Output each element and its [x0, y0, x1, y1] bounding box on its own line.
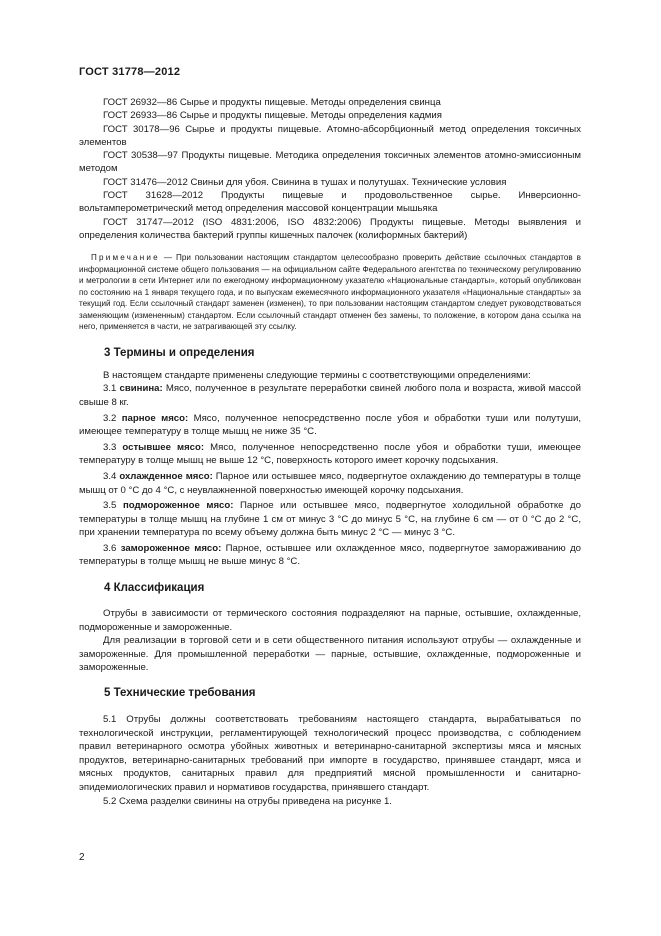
term-text: Парное или остывшее мясо, подвергнутое холодильной обработке до температуры в толще мышц на глубине 1 см от минус 3 °С до минус 5 °С, на глубине 6 см — от 0 °С до 2 °С, при хранении температура по всему объему должна быть минус 2 °С — минус 3 °С.: [79, 500, 581, 539]
term-text: Парное или остывшее мясо, подвергнутое охлаждению до температуры в толще мышц от 0 °С до 4 °С, с неувлажненной поверхностью имеющей корочку подсыхания.: [79, 470, 582, 496]
section-5-title: 5 Технические требования: [104, 687, 256, 700]
term-number: 3.1: [103, 383, 117, 395]
term-number: 3.6: [103, 542, 117, 554]
reference-item: ГОСТ 26933—86 Сырье и продукты пищевые. Методы определения кадмия: [103, 110, 442, 122]
note-label: Примечание: [91, 253, 160, 263]
term-name: подмороженное мясо:: [122, 500, 234, 512]
reference-item: ГОСТ 31628—2012 Продукты пищевые и продовольственное сырье. Инверсионно-вольтамперометрический метод определения массовой концентрации мышьяка: [79, 190, 581, 215]
term-name: охлажденное мясо:: [119, 470, 213, 482]
page-number: 2: [79, 852, 85, 863]
term-name: парное мясо:: [121, 412, 189, 424]
term-text: Мясо, полученное непосредственно после убоя и обработки туши или полутуши, имеющее температуру в толще мышц не ниже 35 °С.: [79, 412, 581, 438]
term-number: 3.2: [103, 412, 117, 424]
section-3-title: 3 Термины и определения: [104, 346, 255, 359]
term-text: Парное, остывшее или охлажденное мясо, подвергнутое замораживанию до температуры в толще мышц не выше минус 8 °С.: [79, 542, 582, 568]
section-4-title: 4 Классификация: [104, 582, 205, 595]
term-definition: [79, 441, 581, 468]
section-5-paragraph: 5.2 Схема разделки свинины на отрубы приведена на рисунке 1.: [103, 795, 392, 807]
term-definition: [79, 412, 581, 439]
term-definition: [79, 499, 581, 540]
term-number: 3.4: [103, 470, 117, 482]
document-header: ГОСТ 31778—2012: [79, 66, 181, 78]
term-definition: [79, 470, 581, 497]
page-body: [79, 96, 581, 808]
term-text: Мясо, полученное непосредственно после убоя и обработки туши, имеющее температуру в толще мышц не выше 12 °С, поверхность которого имеет корочку подсыхания.: [79, 441, 582, 467]
term-name: замороженное мясо:: [120, 542, 222, 554]
reference-item: ГОСТ 30178—96 Сырье и продукты пищевые. Атомно-абсорбционный метод определения токсичных элементов: [79, 123, 581, 148]
references-list: [79, 96, 581, 242]
section-5-paragraph: 5.1 Отрубы должны соответствовать требованиям настоящего стандарта, вырабатываться по технологической инструкции, регламентирующей технологический процесс производства, с соблюдением правил ветеринарного осмотра убойных животных и ветеринарно-санитарной экспертизы мяса и мясных продуктов, ветеринарно-санитарных требований при импорте в государство, принявшее стандарт, мяса и мясных продуктов, санитарных правил для предприятий мясной промышленности и санитарно-эпидемиологических правил и нормативов государства, принявшего стандарт.: [79, 714, 581, 794]
note-paragraph: [79, 252, 581, 333]
note-text: — При пользовании настоящим стандартом целесообразно проверить действие ссылочных стандартов в информационной системе общего пользования — на официальном сайте Федерального агентства по техническому регулированию и метрологии в сети Интернет или по ежегодному информационному указателю «Национальные стандарты», который опубликован по состоянию на 1 января текущего года, и по выпускам ежемесячного информационного указателя «Национальные стандарты» за текущий год. Если ссылочный стандарт заменен (изменен), то при пользовании настоящим стандартом следует руководствоваться заменяющим (измененным) стандартом. Если ссылочный стандарт отменен без замены, то положение, в котором дана ссылка на него, применяется в части, не затрагивающей эту ссылку.: [79, 253, 581, 332]
reference-item: ГОСТ 26932—86 Сырье и продукты пищевые. Методы определения свинца: [103, 97, 441, 108]
reference-item: ГОСТ 31476—2012 Свиньи для убоя. Свинина в тушах и полутушах. Технические условия: [103, 176, 507, 188]
reference-item: ГОСТ 31747—2012 (ISO 4831:2006, ISO 4832:2006) Продукты пищевые. Методы выявления и определения количества бактерий группы кишечных палочек (колиформных бактерий): [79, 216, 581, 241]
term-definition: [79, 542, 581, 569]
term-name: свинина:: [119, 383, 163, 395]
reference-item: ГОСТ 30538—97 Продукты пищевые. Методика определения токсичных элементов атомно-эмиссионным методом: [79, 150, 581, 175]
term-name: остывшее мясо:: [122, 441, 205, 453]
term-number: 3.3: [103, 441, 117, 453]
term-text: Мясо, полученное в результате переработки свиней любого пола и возраста, живой массой свыше 8 кг.: [79, 383, 581, 408]
section-3-intro: В настоящем стандарте применены следующие термины с соответствующими определениями:: [103, 369, 531, 381]
term-definition: [79, 382, 581, 409]
term-number: 3.5: [103, 500, 117, 512]
section-4-paragraph: Для реализации в торговой сети и в сети общественного питания используют отрубы — охлажденные и замороженные. Для промышленной переработки — парные, остывшие, охлажденные, подмороженные и замороженные.: [79, 635, 581, 674]
section-4-paragraph: Отрубы в зависимости от термического состояния подразделяют на парные, остывшие, охлажденные, подмороженные и замороженные.: [79, 608, 581, 633]
